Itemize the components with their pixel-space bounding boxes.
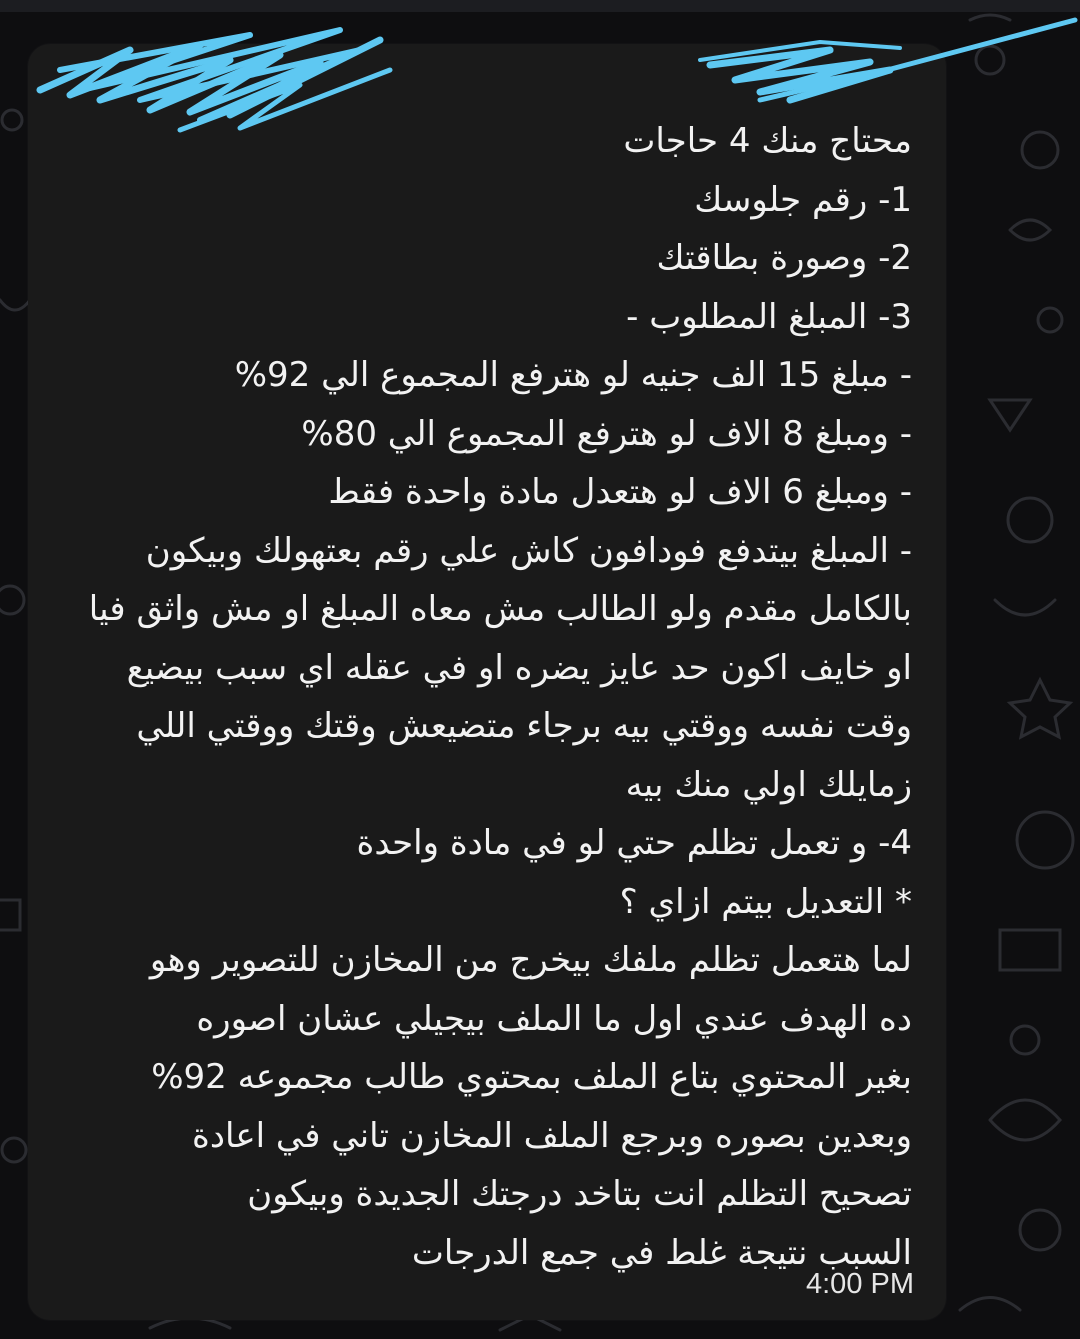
message-line: 3- المبلغ المطلوب - — [626, 296, 912, 337]
message-line: او خايف اكون حد عايز يضره او في عقله اي سبب بيضيع — [126, 647, 912, 688]
message-line: تصحيح التظلم انت بتاخد درجتك الجديدة وبيكون — [247, 1174, 912, 1214]
top-strip — [0, 0, 1080, 12]
message-line: وبعدين بصوره وبرجع الملف المخازن تاني في اعادة — [192, 1115, 912, 1156]
message-line: السبب نتيجة غلط في جمع الدرجات — [411, 1232, 912, 1273]
message-line: ده الهدف عندي اول ما الملف بيجيلي عشان اصوره — [196, 998, 912, 1039]
message-line: 4- و تعمل تظلم حتي لو في مادة واحدة — [356, 823, 912, 863]
message-line: 2- وصورة بطاقتك — [656, 238, 912, 278]
message-line: بغير المحتوي بتاع الملف بمحتوي طالب مجموعه 92% — [151, 1057, 912, 1097]
message-line: - مبلغ 15 الف جنيه لو هترفع المجموع الي 92% — [234, 355, 912, 395]
message-line: محتاج منك 4 حاجات — [623, 121, 912, 161]
message-line: زمايلك اولي منك بيه — [625, 764, 912, 805]
message-timestamp: 4:00 PM — [806, 1268, 914, 1300]
message-line: - المبلغ بيتدفع فودافون كاش علي رقم بعتهولك وبيكون — [145, 530, 912, 571]
message-text — [52, 112, 912, 1282]
message-line: وقت نفسه ووقتي بيه برجاء متضيعش وقتك ووقتي اللي — [136, 706, 912, 746]
message-line: 1- رقم جلوسك — [694, 179, 912, 220]
message-line: لما هتعمل تظلم ملفك بيخرج من المخازن للتصوير وهو — [149, 940, 912, 980]
message-line: - ومبلغ 8 الاف لو هترفع المجموع الي 80% — [301, 413, 912, 454]
message-line: بالكامل مقدم ولو الطالب مش معاه المبلغ او مش واثق فيا — [88, 589, 912, 629]
message-line: * التعديل بيتم ازاي ؟ — [619, 881, 912, 922]
message-line: - ومبلغ 6 الاف لو هتعدل مادة واحدة فقط — [328, 472, 912, 512]
